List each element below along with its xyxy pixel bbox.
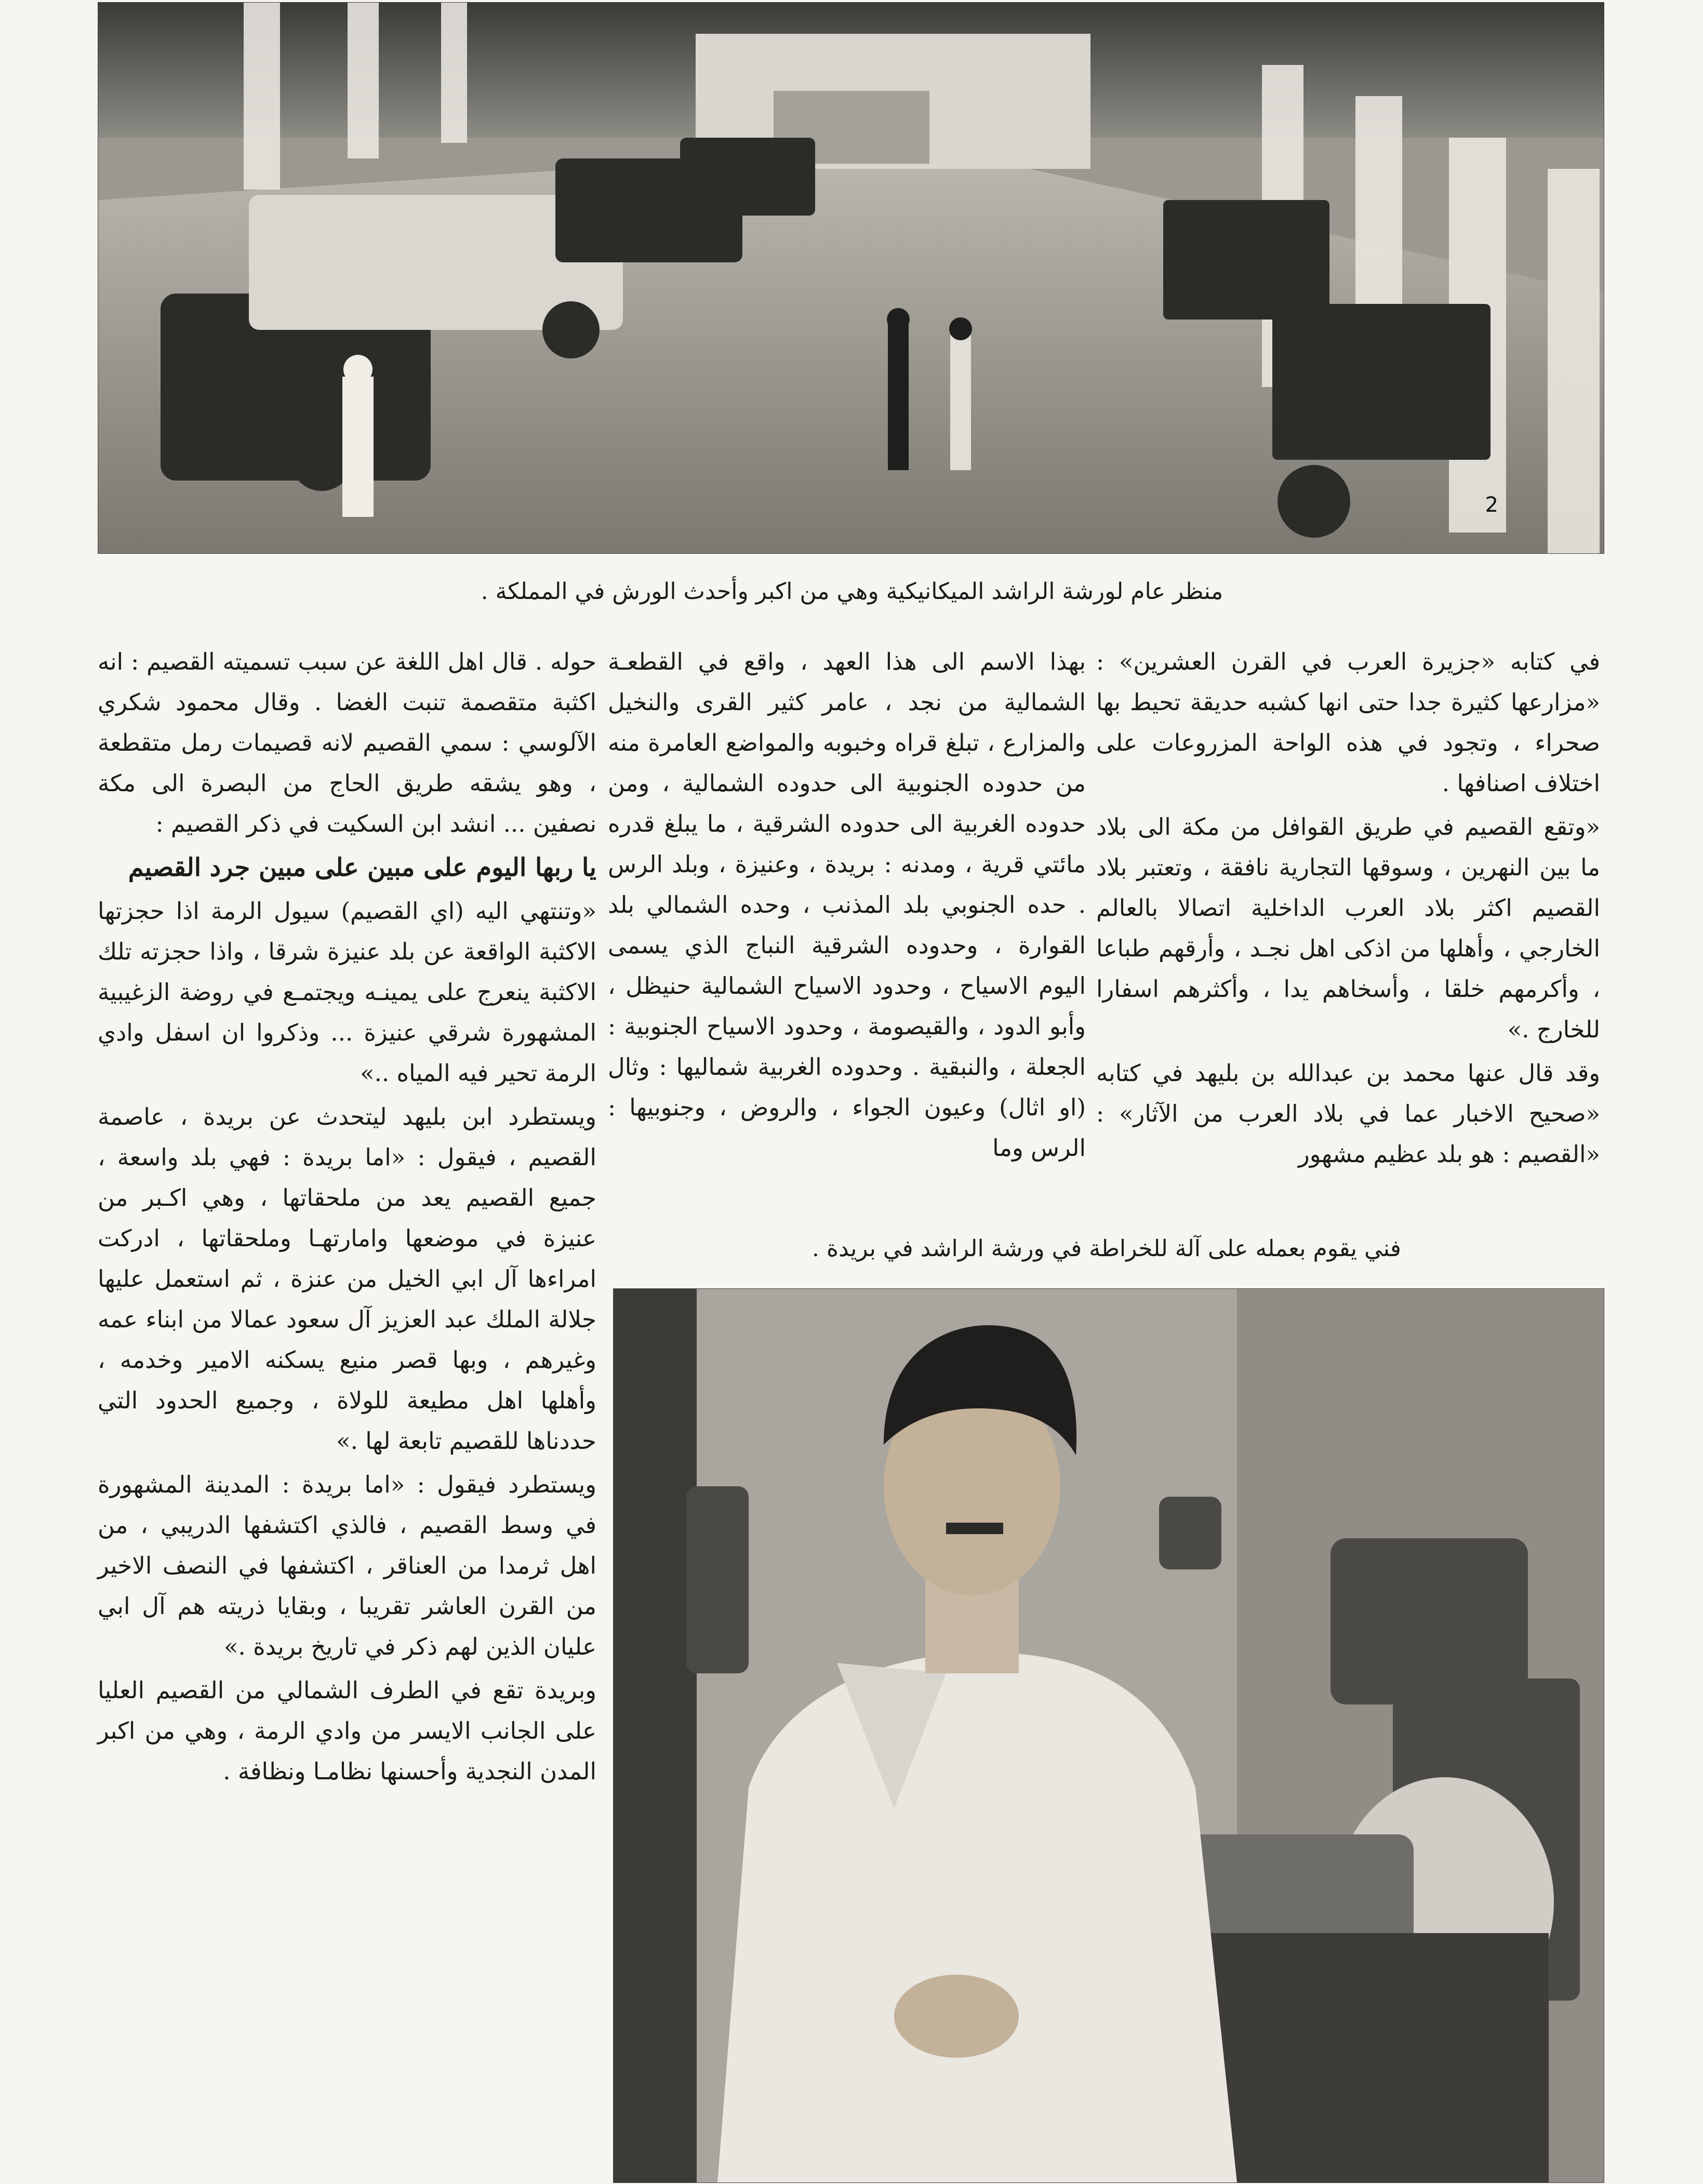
paragraph: «وتنتهي اليه (اي القصيم) سيول الرمة اذا حجزتها الاكثبة الواقعة عن بلد عنيزة شرقا ، واذا حجزته تلك الاكثبة ينعرج على يمينـه ويجتمـع في روضة الزغيبية المشهورة شرقي عنيزة ... وذكروا ان اسفل وادي الرمة تحير فيه المياه ..» (98, 897, 596, 1087)
paragraph: بهذا الاسم الى هذا العهد ، واقع في القطعـة الشمالية من نجد ، عامر كثير القرى والنخيل والمزارع ، تبلغ قراه وخبوبه والمواضع العامرة منه من حدوده الجنوبية الى حدوده الشمالية ، ومن حدوده الغربية الى حدوده الشرقية ، ما يبلغ قدره مائتي قرية ، ومدنه : بريدة ، وعنيزة ، وبلد الرس . حده الجنوبي بلد المذنب ، وحده الشمالي بلد القوارة ، وحدوده الشرقية النباج الذي يسمى اليوم الاسياح ، وحدود الاسياح الشمالية حنيظل ، وأبو الدود ، والقيصومة ، وحدود الاسياح الجنوبية : الجعلة ، والنبقية . وحدوده الغربية شماليها : وثال (او اثال) وعيون الجواء ، والروض ، وجنوبيها : الرس وما (608, 648, 1086, 1162)
paragraph: وقد قال عنها محمد بن عبدالله بن بليهد في كتابه «صحيح الاخبار عما في بلاد العرب من الآثار» : «القصيم : هو بلد عظيم مشهور (1096, 1059, 1600, 1168)
poem-verse: يا ربها اليوم على مبين على مبين جرد القصيم (128, 853, 596, 882)
text-column-right (1096, 642, 1600, 1178)
lathe-photo-caption: فني يقوم بعمله على آلة للخراطة في ورشة الراشد في بريدة . (812, 1235, 1401, 1262)
lathe-worker-photo (613, 1288, 1604, 2183)
workshop-photo-caption: منظر عام لورشة الراشد الميكانيكية وهي من اكبر وأحدث الورش في المملكة . (481, 578, 1223, 605)
workshop-photo (98, 2, 1604, 554)
paragraph: حوله . قال اهل اللغة عن سبب تسميته القصيم : انه اكثبة متقصمة تنبت الغضا . وقال محمود شكري الآلوسي : سمي القصيم لانه قصيمات رمل متقطعة ، وهو يشقه طريق الحاج من البصرة الى مكة نصفين ... انشد ابن السكيت في ذكر القصيم : (98, 648, 596, 837)
paragraph: «وتقع القصيم في طريق القوافل من مكة الى بلاد ما بين النهرين ، وسوقها التجارية نافقة ، وتعتبر بلاد القصيم اكثر بلاد العرب الداخلية اتصالا بالعالم الخارجي ، وأهلها من اذكى اهل نجـد ، وأرقهم طباعا ، وأكرمهم خلقا ، وأسخاهم يدا ، وأكثرهم اسفارا للخارج .» (1096, 813, 1600, 1043)
paragraph: ويستطرد ابن بليهد ليتحدث عن بريدة ، عاصمة القصيم ، فيقول : «اما بريدة : فهي بلد واسعة ، جميع القصيم يعد من ملحقاتها ، وهي اكـبر من عنيزة في موضعها وامارتهـا وملحقاتها ، ادركت امراءها آل ابي الخيل من عنزة ، ثم استعمل عليها جلالة الملك عبد العزيز آل سعود عمالا من ابناء عمه وغيرهم ، وبها قصر منيع يسكنه الامير وخدمه ، وأهلها اهل مطيعة للولاة ، وجميع الحدود التي حددناها للقصيم تابعة لها .» (98, 1103, 596, 1455)
paragraph: في كتابه «جزيرة العرب في القرن العشرين» : «مزارعها كثيرة جدا حتى انها كشبه حديقة تحيط بها صحراء ، وتجود في هذه الواحة المزروعات على اختلاف اصنافها . (1096, 648, 1600, 797)
paragraph: ويستطرد فيقول : «اما بريدة : المدينة المشهورة في وسط القصيم ، فالذي اكتشفها الدريبي ، من اهل ثرمدا من العناقر ، اكتشفها في النصف الاخير من القرن العاشر تقريبا ، وبقايا ذريته هم آل ابي عليان الذين لهم ذكر في تاريخ بريدة .» (98, 1471, 596, 1660)
text-column-left (98, 642, 596, 1795)
text-column-middle (608, 642, 1086, 1171)
paragraph: وبريدة تقع في الطرف الشمالي من القصيم العليا على الجانب الايسر من وادي الرمة ، وهي من اكبر المدن النجدية وأحسنها نظامـا ونظافة . (98, 1676, 596, 1785)
photo-number-mark: 2 (1485, 493, 1498, 517)
